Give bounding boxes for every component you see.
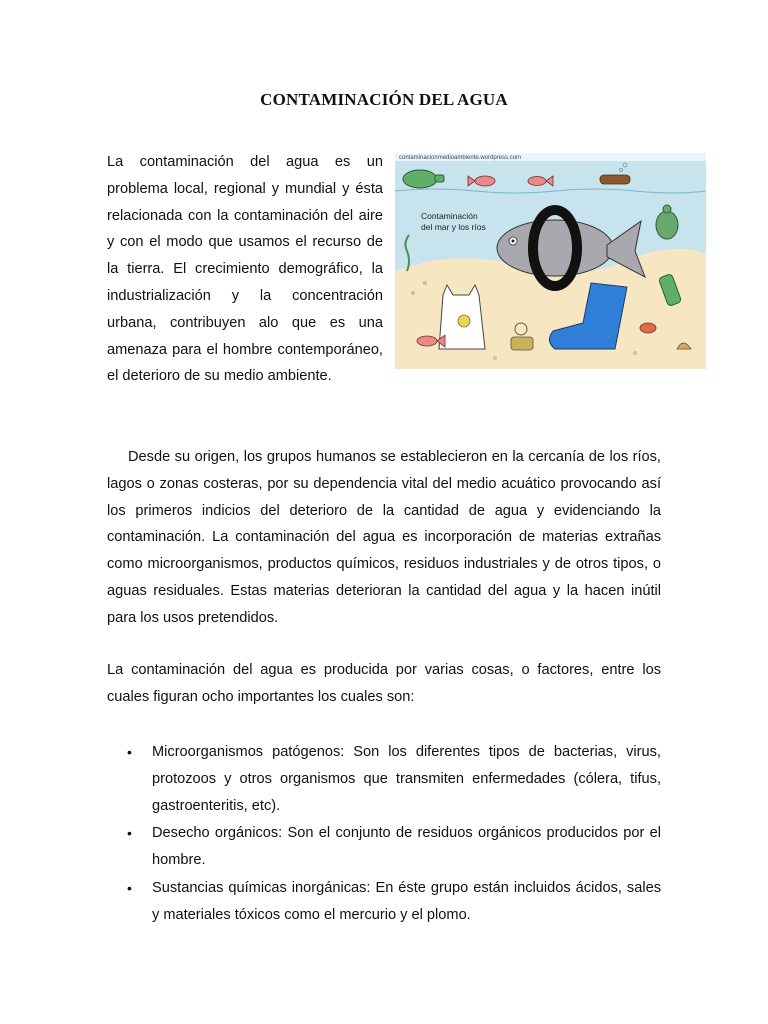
bullet-icon: •: [127, 879, 132, 896]
page-title: CONTAMINACIÓN DEL AGUA: [260, 90, 508, 109]
plastic-bag-icon: [439, 285, 485, 349]
crab-icon: [640, 323, 656, 333]
intro-paragraph: La contaminación del agua es un problema local, regional y mundial y ésta relacionada con la contaminación del aire y con el modo que usamos el recurso de la tierra. El crecimiento demográfico, la industrialización y la concentración urbana, contribuyen alo que es una amenaza para el hombre contemporáneo, el deterioro de su medio ambiente.: [107, 154, 383, 385]
origin-paragraph: Desde su origen, los grupos humanos se establecieron en la cercanía de los ríos, lagos o zonas costeras, por su dependencia vital del medio acuático provocando así los primeros indicios del deterioro de la cantidad de agua y evidenciando la contaminación. La contaminación del agua es incorporación de materias extrañas como microorganismos, productos químicos, residuos industriales y de otros tipos, o aguas residuales. Estas materias deterioran la cantidad del agua y la hacen inútil para los usos pretendidos.: [107, 449, 661, 626]
list-item: [107, 739, 661, 819]
factors-list: [107, 739, 661, 930]
illustration-caption-1: Contaminación: [421, 211, 478, 221]
pollution-illustration: [395, 153, 706, 369]
bullet-icon: •: [127, 744, 132, 760]
list-item-text: Sustancias químicas inorgánicas: En éste grupo están incluidos ácidos, sales y materiales tóxicos como el mercurio y el plomo.: [152, 879, 661, 923]
bullet-icon: •: [127, 825, 132, 842]
factors-paragraph: La contaminación del agua es producida por varias cosas, o factores, entre los cuales figuran ocho importantes los cuales son:: [107, 662, 661, 705]
illustration-source-text: contaminacionmedioambiente.wordpress.com: [399, 155, 522, 161]
list-item-text: Desecho orgánicos: Son el conjunto de residuos orgánicos producidos por el hombre.: [152, 825, 661, 869]
list-item: [107, 820, 661, 874]
list-item-text: Microorganismos patógenos: Son los diferentes tipos de bacterias, virus, protozoos y otros organismos que transmiten enfermedades (cólera, tifus, gastroenteritis, etc).: [152, 744, 661, 814]
list-item: [107, 875, 661, 929]
illustration-caption-2: del mar y los ríos: [421, 222, 486, 232]
